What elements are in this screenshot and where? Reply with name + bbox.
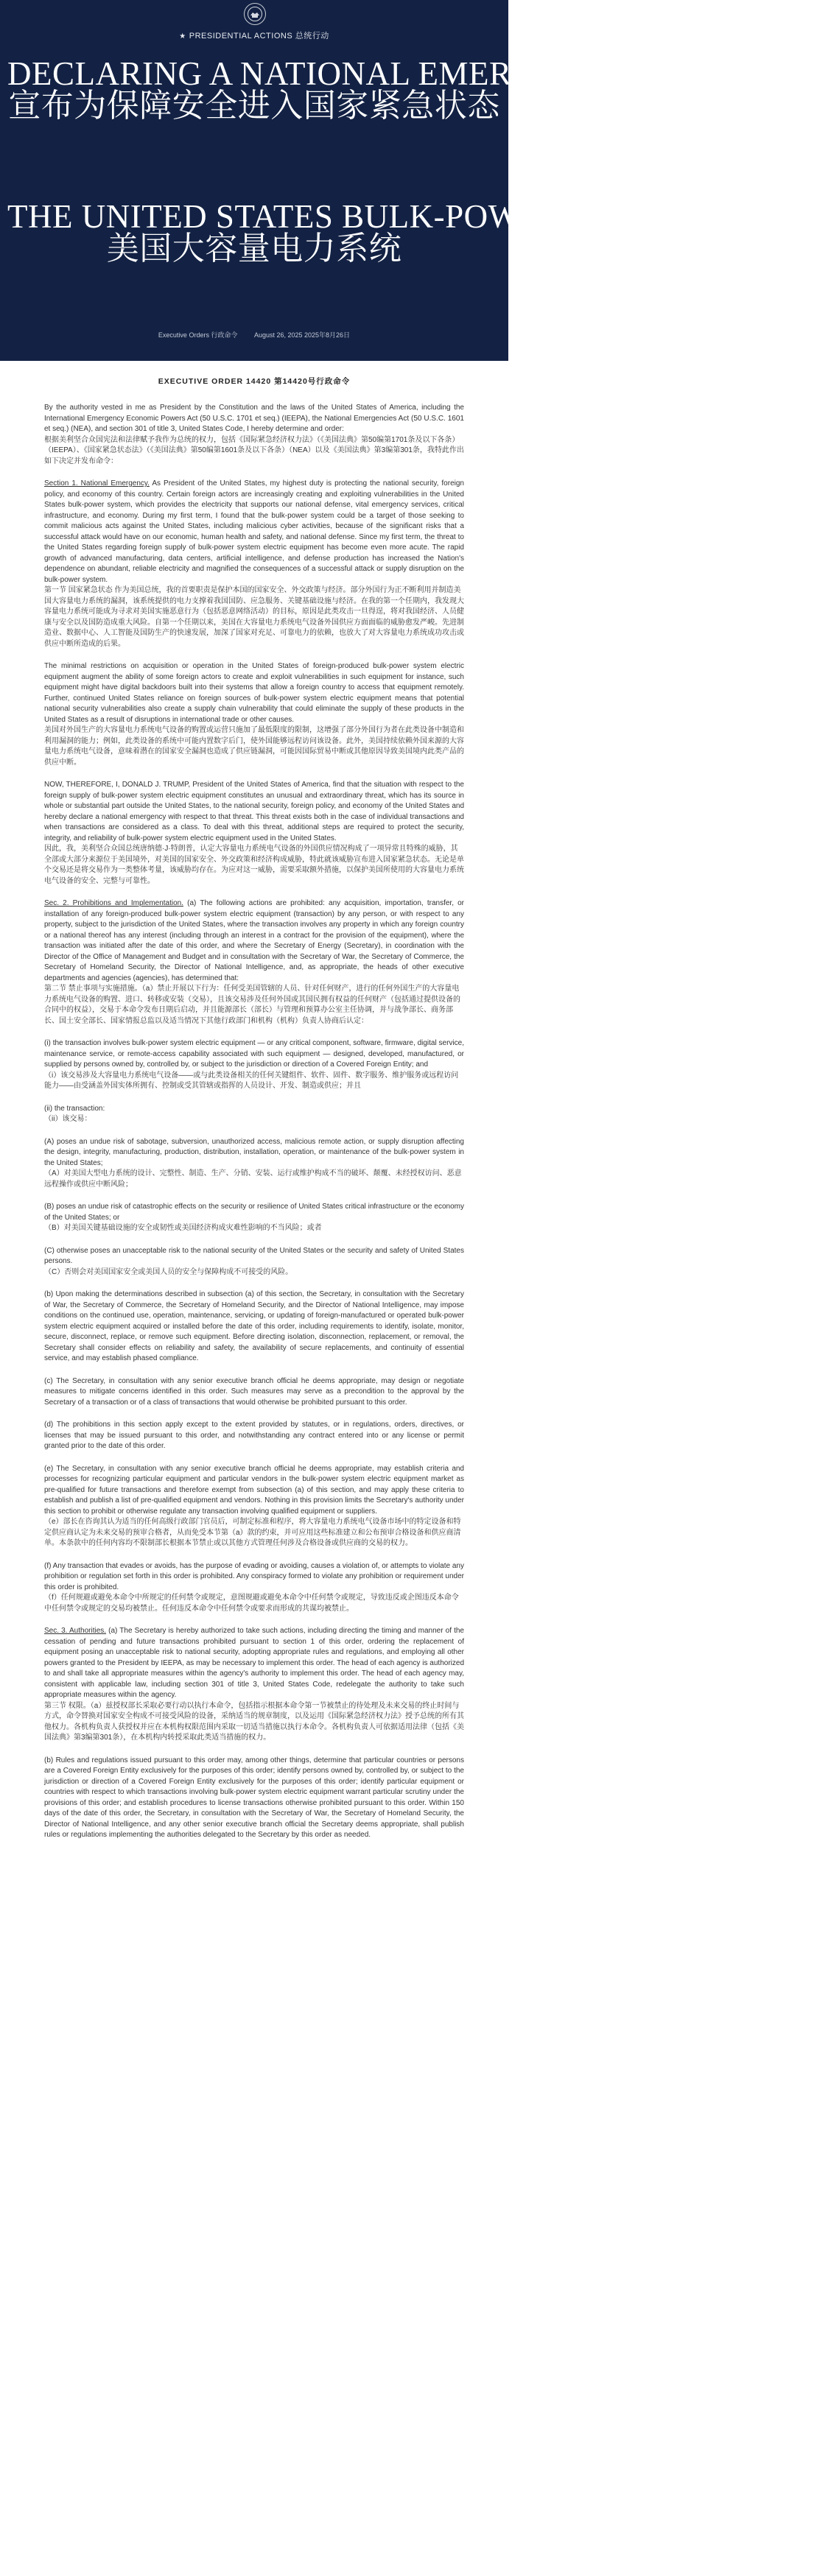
clause-i-zh: （i）该交易涉及大容量电力系统电气设备——或与此类设备相关的任何关键组件、软件、固件、数字服务、维护服务或远程访问能力——由受涵盖外国实体所拥有、控制或受其管辖或指挥的人员设计、开发、制造或供应；并且 [44, 1071, 459, 1090]
subsection-e-zh: （e）部长在咨询其认为适当的任何高级行政部门官员后，可制定标准和程序，将大容量电力系统电气设备市场中的特定设备和特定供应商认定为未来交易的预审合格者，从而免受本节第（a）款的约束，并可应用这些标准建立和公布预审合格设备和供应商清单。本条款中的任何内容均不限制部长根据本节禁止或以其他方式管理任何涉及合格设备或供应商的交易的权力。 [44, 1518, 461, 1547]
kicker-label: PRESIDENTIAL ACTIONS 总统行动 [189, 32, 329, 41]
clause-b-zh: （B）对美国关键基础设施的安全或韧性或美国经济构成灾难性影响的不当风险；或者 [44, 1224, 322, 1232]
subsection-f-zh: （f）任何规避或避免本命令中所规定的任何禁令或规定，意图规避或避免本命令中任何禁令或规定，导致违反或企图违反本命令中任何禁令或规定的交易均被禁止。任何违反本命令中任何禁令或要求而形成的共谋均被禁止。 [44, 1594, 459, 1613]
page-title-zh-1: 宣布为保障安全进入国家紧急状态 [8, 88, 500, 124]
section-3-b-en: (b) Rules and regulations issued pursuant to this order may, among other things, determine that particular countries or persons are a Covered Foreign Entity exclusively for the purposes of this order; identify persons owned by, controlled by, or subject to the jurisdiction or direction of a Covered Foreign Entity exclusively for the purposes of this order; identify particular equipment or countries with respect to which transactions involving bulk-power system electric equipment warrant particular scrutiny under the provisions of this order; and establish procedures to license transactions otherwise prohibited pursuant to this order. Within 150 days of the date of this order, the Secretary, in consultation with the Secretary of War, the Secretary of Homeland Security, the Director of National Intelligence, and any other senior executive branch official the Secretary deems appropriate, shall publish rules or regulations implementing the authorities delegated to the Secretary by this order as needed. [44, 1756, 464, 1839]
section-3-text: (a) The Secretary is hereby authorized to take such actions, including directing the timing and manner of the cessation of pending and future transactions prohibited pursuant to section 1 of this order, ordering the replacement of equipment posing an unacceptable risk to national security, adopting appropriate rules and regulations, and employing all other powers granted to the President by IEEPA, as may be necessary to implement this order. The head of each agency is authorized to and shall take all appropriate measures within the agency's authority to implement this order. The head of each agency may, consistent with applicable law, including section 301 of title 3, United States Code, redelegate the authority to take such appropriate measures within the agency. [44, 1627, 464, 1699]
paragraph-restrictions-zh: 美国对外国生产的大容量电力系统电气设备的购置或运营只施加了最低限度的限制，这增强了部分外国行为者在此类设备中制造和利用漏洞的能力；例如，此类设备的系统中可能内置数字后门，使外国能够远程访问该设备。此外，美国持续依赖外国来源的大容量电力系统电气设备，意味着潜在的国家安全漏洞也造成了供应链漏洞，可能因国际贸易中断或其他原因导致美国境内此类产品的供应中断。 [44, 726, 464, 767]
post-meta [0, 330, 508, 339]
clause-b-en: (B) poses an undue risk of catastrophic effects on the security or resilience of United States critical infrastructure or the economy of the United States; or [44, 1203, 464, 1222]
section-2-zh: 第二节 禁止事项与实施措施。（a）禁止开展以下行为：任何受美国管辖的人员、针对任何财产，进行的任何外国生产的大容量电力系统电气设备的购置、进口、转移或安装（交易），且该交易涉及任何外国或其国民拥有权益的任何财产（包括通过提供设备的合同中的权益），交易于本命令发布日期后启动，并且能源部长（部长）与管理和预算办公室主任协调，并与战争部长、商务部长、国土安全部长、国家情报总监以及适当情况下其他行政部门和机构（机构）负责人协商后认定： [44, 985, 460, 1025]
paragraph-declaration-zh: 因此，我，美利坚合众国总统唐纳德·J·特朗普，认定大容量电力系统电气设备的外国供应情况构成了一项异常且特殊的威胁，其全部或大部分来源位于美国境外，对美国的国家安全、外交政策和经济构成威胁，特此就该威胁宣布进入国家紧急状态。无论是单个交易还是将交易作为一类整体考量，该威胁均存在。为应对这一威胁，需要采取额外措施，以保护美国所使用的大容量电力系统电气设备的安全、完整与可靠性。 [44, 845, 464, 885]
section-2-en [44, 898, 464, 984]
subsection-c-en: (c) The Secretary, in consultation with any senior executive branch official he deems appropriate, may design or negotiate measures to mitigate concerns identified in this order. Such measures may serve as a precondition to the approval by the Secretary of a transaction or of a class of transactions that would otherwise be prohibited pursuant to this order. [44, 1376, 464, 1407]
white-house-seal-icon [244, 3, 266, 25]
page-title-zh-2: 美国大容量电力系统 [106, 230, 402, 267]
paragraph-restrictions-en: The minimal restrictions on acquisition or operation in the United States of foreign-produced bulk-power system electric equipment augment the ability of some foreign actors to create and exploit vulnerabilities in such equipment for instance, such equipment might have digital backdoors built into their systems that allow a foreign country to access that equipment remotely. Further, continued United States reliance on foreign sources of bulk-power system electric equipment means that potential national security vulnerabilities also create a supply chain vulnerability that could eliminate the supply of these products in the United States as a result of disruptions in international trade or other causes. [44, 662, 464, 724]
subsection-b-en: (b) Upon making the determinations described in subsection (a) of this section, the Secretary, in consultation with the Secretary of War, the Secretary of Commerce, the Secretary of Homeland Security, and the Director of National Intelligence, may impose conditions on the continued use, operation, maintenance, servicing, or updating of foreign-manufactured or operated bulk-power system electric equipment acquired or installed before the date of this order, including requirements to identify, isolate, monitor, secure, disconnect, replace, or remove such equipment. Before directing isolation, disconnection, replacement, or removal, the Secretary shall consider effects on reliability and safety, the availability of secure replacements, and continuity of essential service, and may establish phased compliance. [44, 1290, 464, 1362]
section-2-text: (a) The following actions are prohibited: any acquisition, importation, transfer, or installation of any foreign-produced bulk-power system electric equipment (transaction) by any person, or with respect to any property, subject to the jurisdiction of the United States, where the transaction involves any property in which any foreign country or a national thereof has any interest (including through an interest in a contract for the provision of the equipment), where the transaction was initiated after the date of this order, and where the Secretary of Energy (Secretary), in coordination with the Director of the Office of Management and Budget and in consultation with the Secretary of War, the Secretary of Commerce, the Secretary of Homeland Security, the Director of National Intelligence, and, as appropriate, the heads of other executive departments and agencies (agencies), has determined that: [44, 899, 465, 982]
page-hero [0, 0, 817, 361]
clause-ii-zh: （ii）该交易： [44, 1115, 92, 1123]
clause-i-en: (i) the transaction involves bulk-power system electric equipment — or any critical component, software, firmware, digital service, maintenance service, or remote-access capability associated with such equipment — designed, developed, manufactured, or supplied by persons owned by, controlled by, or subject to the jurisdiction or direction of a Covered Foreign Entity; and [44, 1039, 464, 1069]
post-date: August 26, 2025 2025年8月26日 [253, 331, 351, 339]
executive-order-heading: EXECUTIVE ORDER 14420 第14420号行政命令 [158, 377, 351, 386]
document-body [0, 361, 508, 1841]
section-2-heading: Sec. 2. Prohibitions and Implementation. [44, 899, 183, 907]
paragraph-declaration-en: NOW, THEREFORE, I, DONALD J. TRUMP, President of the United States of America, find that the situation with respect to the foreign supply of bulk-power system electric equipment constitutes an unusual and extraordinary threat, which has its source in whole or substantial part outside the United States, to the national security, foreign policy, and economy of the United States and hereby declare a national emergency with respect to that threat. This threat exists both in the case of individual transactions and when transactions are considered as a class. To deal with this threat, additional steps are required to protect the security, integrity, and reliability of bulk-power system electric equipment used in the United States. [44, 781, 464, 842]
preamble-zh: 根据美利坚合众国宪法和法律赋予我作为总统的权力，包括《国际紧急经济权力法》（《美国法典》第50编第1701条及以下各条）（IEEPA）、《国家紧急状态法》（《美国法典》第50编第1601条及以下各条）（NEA）以及《美国法典》第3编第301条，我特此作出如下决定并发布命令： [44, 435, 464, 465]
section-3-heading: Sec. 3. Authorities. [44, 1627, 107, 1635]
section-1-heading: Section 1. National Emergency. [44, 479, 150, 488]
page-title-en-2: THE UNITED STATES BULK-POWER SYSTEM [7, 198, 705, 235]
subsection-f-en: (f) Any transaction that evades or avoids, has the purpose of evading or avoiding, causes a violation of, or attempts to violate any prohibition or regulation set forth in this order is prohibited. Any conspiracy formed to violate any prohibition or requirement under this order is prohibited. [44, 1561, 464, 1591]
post-category-link[interactable]: Executive Orders 行政命令 [158, 331, 238, 339]
page-title-en-1: DECLARING A NATIONAL EMERGENCY TO SECURE [7, 55, 817, 92]
section-1-text: As President of the United States, my highest duty is protecting the national security, foreign policy, and economy of this country. Certain foreign actors are increasingly creating and exploiting vulnerabilities in the United States bulk-power system, which provides the electricity that supports our national defense, vital emergency services, critical infrastructure, and economy. During my first term, I found that the bulk-power system could be a target of those seeking to commit malicious acts against the United States, including malicious cyber activities, because of the significant risks that a successful attack would have on our economic, human health and safety, and national defense. Since my first term, the threat to the United States regarding foreign supply of bulk-power system electric equipment has become even more acute. The rapid growth of advanced manufacturing, data centers, artificial intelligence, and defense production has increased the Nation's dependence on abundant, reliable electricity and magnified the consequences of a successful attack or supply disruption on the bulk-power system. [44, 479, 464, 584]
section-3-en [44, 1626, 464, 1701]
clause-ii-en: (ii) the transaction: [44, 1104, 105, 1113]
section-1-zh: 第一节 国家紧急状态 作为美国总统，我的首要职责是保护本国的国家安全、外交政策与经济。部分外国行为正不断利用并制造美国大容量电力系统的漏洞，该系统提供的电力支撑着我国国防、应急服务、关键基础设施与经济。在我的第一个任期内，我发现大容量电力系统可能成为寻求对美国实施恶意行为（包括恶意网络活动）的目标，原因是此类攻击一旦得逞，将对我国经济、人员健康与安全以及国防造成重大风险。自第一个任期以来，美国在大容量电力系统电气设备外国供应方面面临的威胁愈发严峻。先进制造业、数据中心、人工智能及国防生产的快速发展，加深了国家对充足、可靠电力的依赖，也放大了对大容量电力系统成功攻击或供应中断所造成的后果。 [44, 586, 464, 648]
clause-a-en: (A) poses an undue risk of sabotage, subversion, unauthorized access, malicious remote action, or supply disruption affecting the design, integrity, manufacturing, production, distribution, installation, operation, or maintenance of the bulk-power system in the United States; [44, 1137, 464, 1167]
clause-a-zh: （A）对美国大型电力系统的设计、完整性、制造、生产、分销、安装、运行或维护构成不当的破坏、颠覆、未经授权访问、恶意远程操作或供应中断风险； [44, 1169, 462, 1189]
subsection-e-en: (e) The Secretary, in consultation with any senior executive branch official he deems appropriate, may establish criteria and processes for recognizing particular equipment and particular vendors in the bulk-power system electric equipment market as pre-qualified for future transactions and therefore exempt from subsection (a) of this section, and may apply these criteria to establish and publish a list of pre-qualified equipment and vendors. Nothing in this provision limits the Secretary's authority under this section to prohibit or otherwise regulate any transaction involving qualified equipment or suppliers. [44, 1464, 464, 1516]
preamble-en: By the authority vested in me as President by the Constitution and the laws of the United States of America, including the International Emergency Economic Powers Act (50 U.S.C. 1701 et seq.) (IEEPA), the National Emergencies Act (50 U.S.C. 1601 et seq.) (NEA), and section 301 of title 3, United States Code, I hereby determine and order: [44, 404, 464, 433]
section-3-zh: 第三节 权限。（a）兹授权部长采取必要行动以执行本命令，包括指示根据本命令第一节被禁止的待处理及未来交易的终止时间与方式，命令替换对国家安全构成不可接受风险的设备，采纳适当的规章制度，以及运用《国际紧急经济权力法》授予总统的所有其他权力。各机构负责人获授权并应在本机构权限范围内采取一切适当措施以执行本命令。各机构负责人可依据适用法律（包括《美国法典》第3编第301条），在本机构内转授采取此类适当措施的权力。 [44, 1701, 464, 1742]
clause-c-en: (C) otherwise poses an unacceptable risk to the national security of the United States or the security and safety of United States persons. [44, 1246, 464, 1265]
subsection-d-en: (d) The prohibitions in this section apply except to the extent provided by statutes, or in regulations, orders, directives, or licenses that may be issued pursuant to this order, and notwithstanding any contract entered into or any license or permit granted prior to the date of this order. [44, 1421, 464, 1450]
clause-c-zh: （C）否则会对美国国家安全或美国人员的安全与保障构成不可接受的风险。 [44, 1267, 293, 1276]
breadcrumb-presidential-actions[interactable]: ★ PRESIDENTIAL ACTIONS 总统行动 [179, 32, 329, 41]
section-1-en [44, 479, 464, 585]
